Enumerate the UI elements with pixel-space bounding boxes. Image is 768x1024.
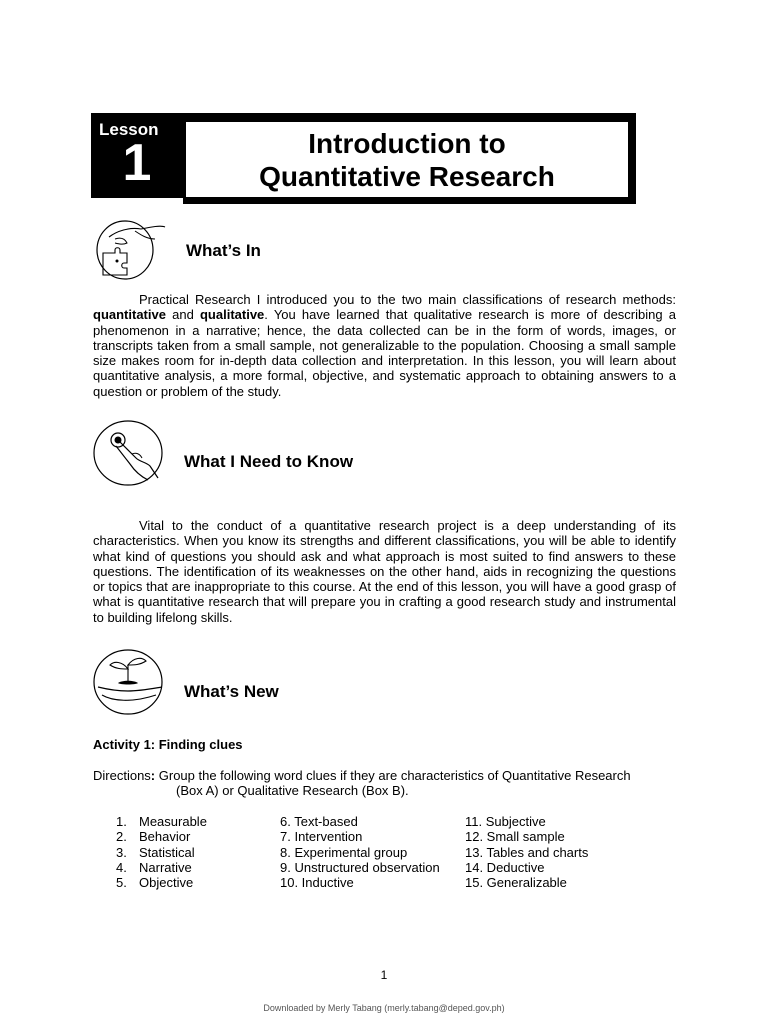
activity-directions (93, 768, 693, 799)
list-item: 11. Subjective (465, 814, 546, 829)
list-item: 6. Text-based (280, 814, 358, 829)
list-item: 1. Measurable (116, 814, 207, 829)
clue-list-column-3 (465, 814, 588, 890)
whats-in-text-2: . You have learned that qualitative research is more of describing a phenomenon in a narrative; hence, the data collected can be in the form of words, images, or transcripts taken from a small sample, not generalizable to the population. Choosing a small sample size makes room for in-depth data collection and interpretation. In this lesson, you will learn about quantitative analysis, a more formal, objective, and systematic approach to obtaining answers to a question or problem of the study. (93, 307, 676, 399)
list-item: 14. Deductive (465, 859, 545, 875)
what-i-need-to-know-paragraph: Vital to the conduct of a quantitative research project is a deep understanding of its characteristics. When you know its strengths and different classifications, you will be able to identify what kind of questions you should ask and what approach is most suited to find answers to these questions. The identification of its weaknesses on the other hand, aids in recognizing the questions or topics that are inappropriate to this course. At the end of this lesson, you will have a good grasp of what is quantitative research that will prepare you in crafting a good research study and instrumental to building lifelong skills. (93, 518, 676, 625)
lesson-number-block (91, 113, 183, 198)
directions-label: Directions (93, 768, 151, 783)
download-note: Downloaded by Merly Tabang (merly.tabang@deped.gov.ph) (263, 1003, 505, 1013)
list-item: 15. Generalizable (465, 875, 567, 891)
whats-in-and: and (165, 307, 200, 323)
finger-pressing-button-icon (92, 418, 164, 480)
lesson-title-line1: Introduction to (308, 127, 506, 159)
list-item: 5. Objective (116, 875, 194, 891)
list-item: 10. Inductive (280, 875, 354, 891)
list-item: 4. Narrative (116, 859, 192, 875)
directions-line1: Group the following word clues if they are characteristics of Quantitative Research (155, 768, 631, 783)
directions-colon: : (150, 768, 156, 783)
list-item: 7. Intervention (280, 829, 363, 845)
lesson-title-frame (183, 113, 636, 204)
section-heading-whats-in: What’s In (186, 241, 261, 260)
whats-in-paragraph (93, 292, 676, 399)
directions-line2: (Box A) or Qualitative Research (Box B). (176, 783, 409, 799)
hand-holding-seedling-icon (92, 647, 164, 709)
clue-list-column-1 (116, 814, 207, 890)
activity-title: Activity 1: Finding clues (93, 737, 243, 752)
page-number: 1 (380, 968, 388, 982)
lesson-title-box (186, 122, 628, 197)
section-heading-what-i-need-to-know: What I Need to Know (184, 452, 354, 471)
list-item: 12. Small sample (465, 829, 565, 845)
list-item: 8. Experimental group (280, 844, 408, 860)
list-item: 9. Unstructured observation (280, 859, 440, 875)
term-qualitative: qualitative (199, 307, 265, 323)
section-heading-whats-new: What’s New (184, 682, 279, 701)
hand-puzzle-piece-icon (95, 217, 167, 279)
lesson-label: Lesson (99, 120, 159, 139)
list-item: 3. Statistical (116, 844, 195, 860)
whats-in-text-1: Practical Research I introduced you to the two main classifications of research methods: (139, 292, 676, 307)
clue-list-column-2 (280, 814, 440, 890)
list-item: 2. Behavior (116, 829, 191, 845)
lesson-title-line2: Quantitative Research (259, 160, 555, 192)
lesson-number: 1 (122, 134, 152, 192)
list-item: 13. Tables and charts (465, 844, 589, 860)
term-quantitative: quantitative (93, 307, 166, 323)
